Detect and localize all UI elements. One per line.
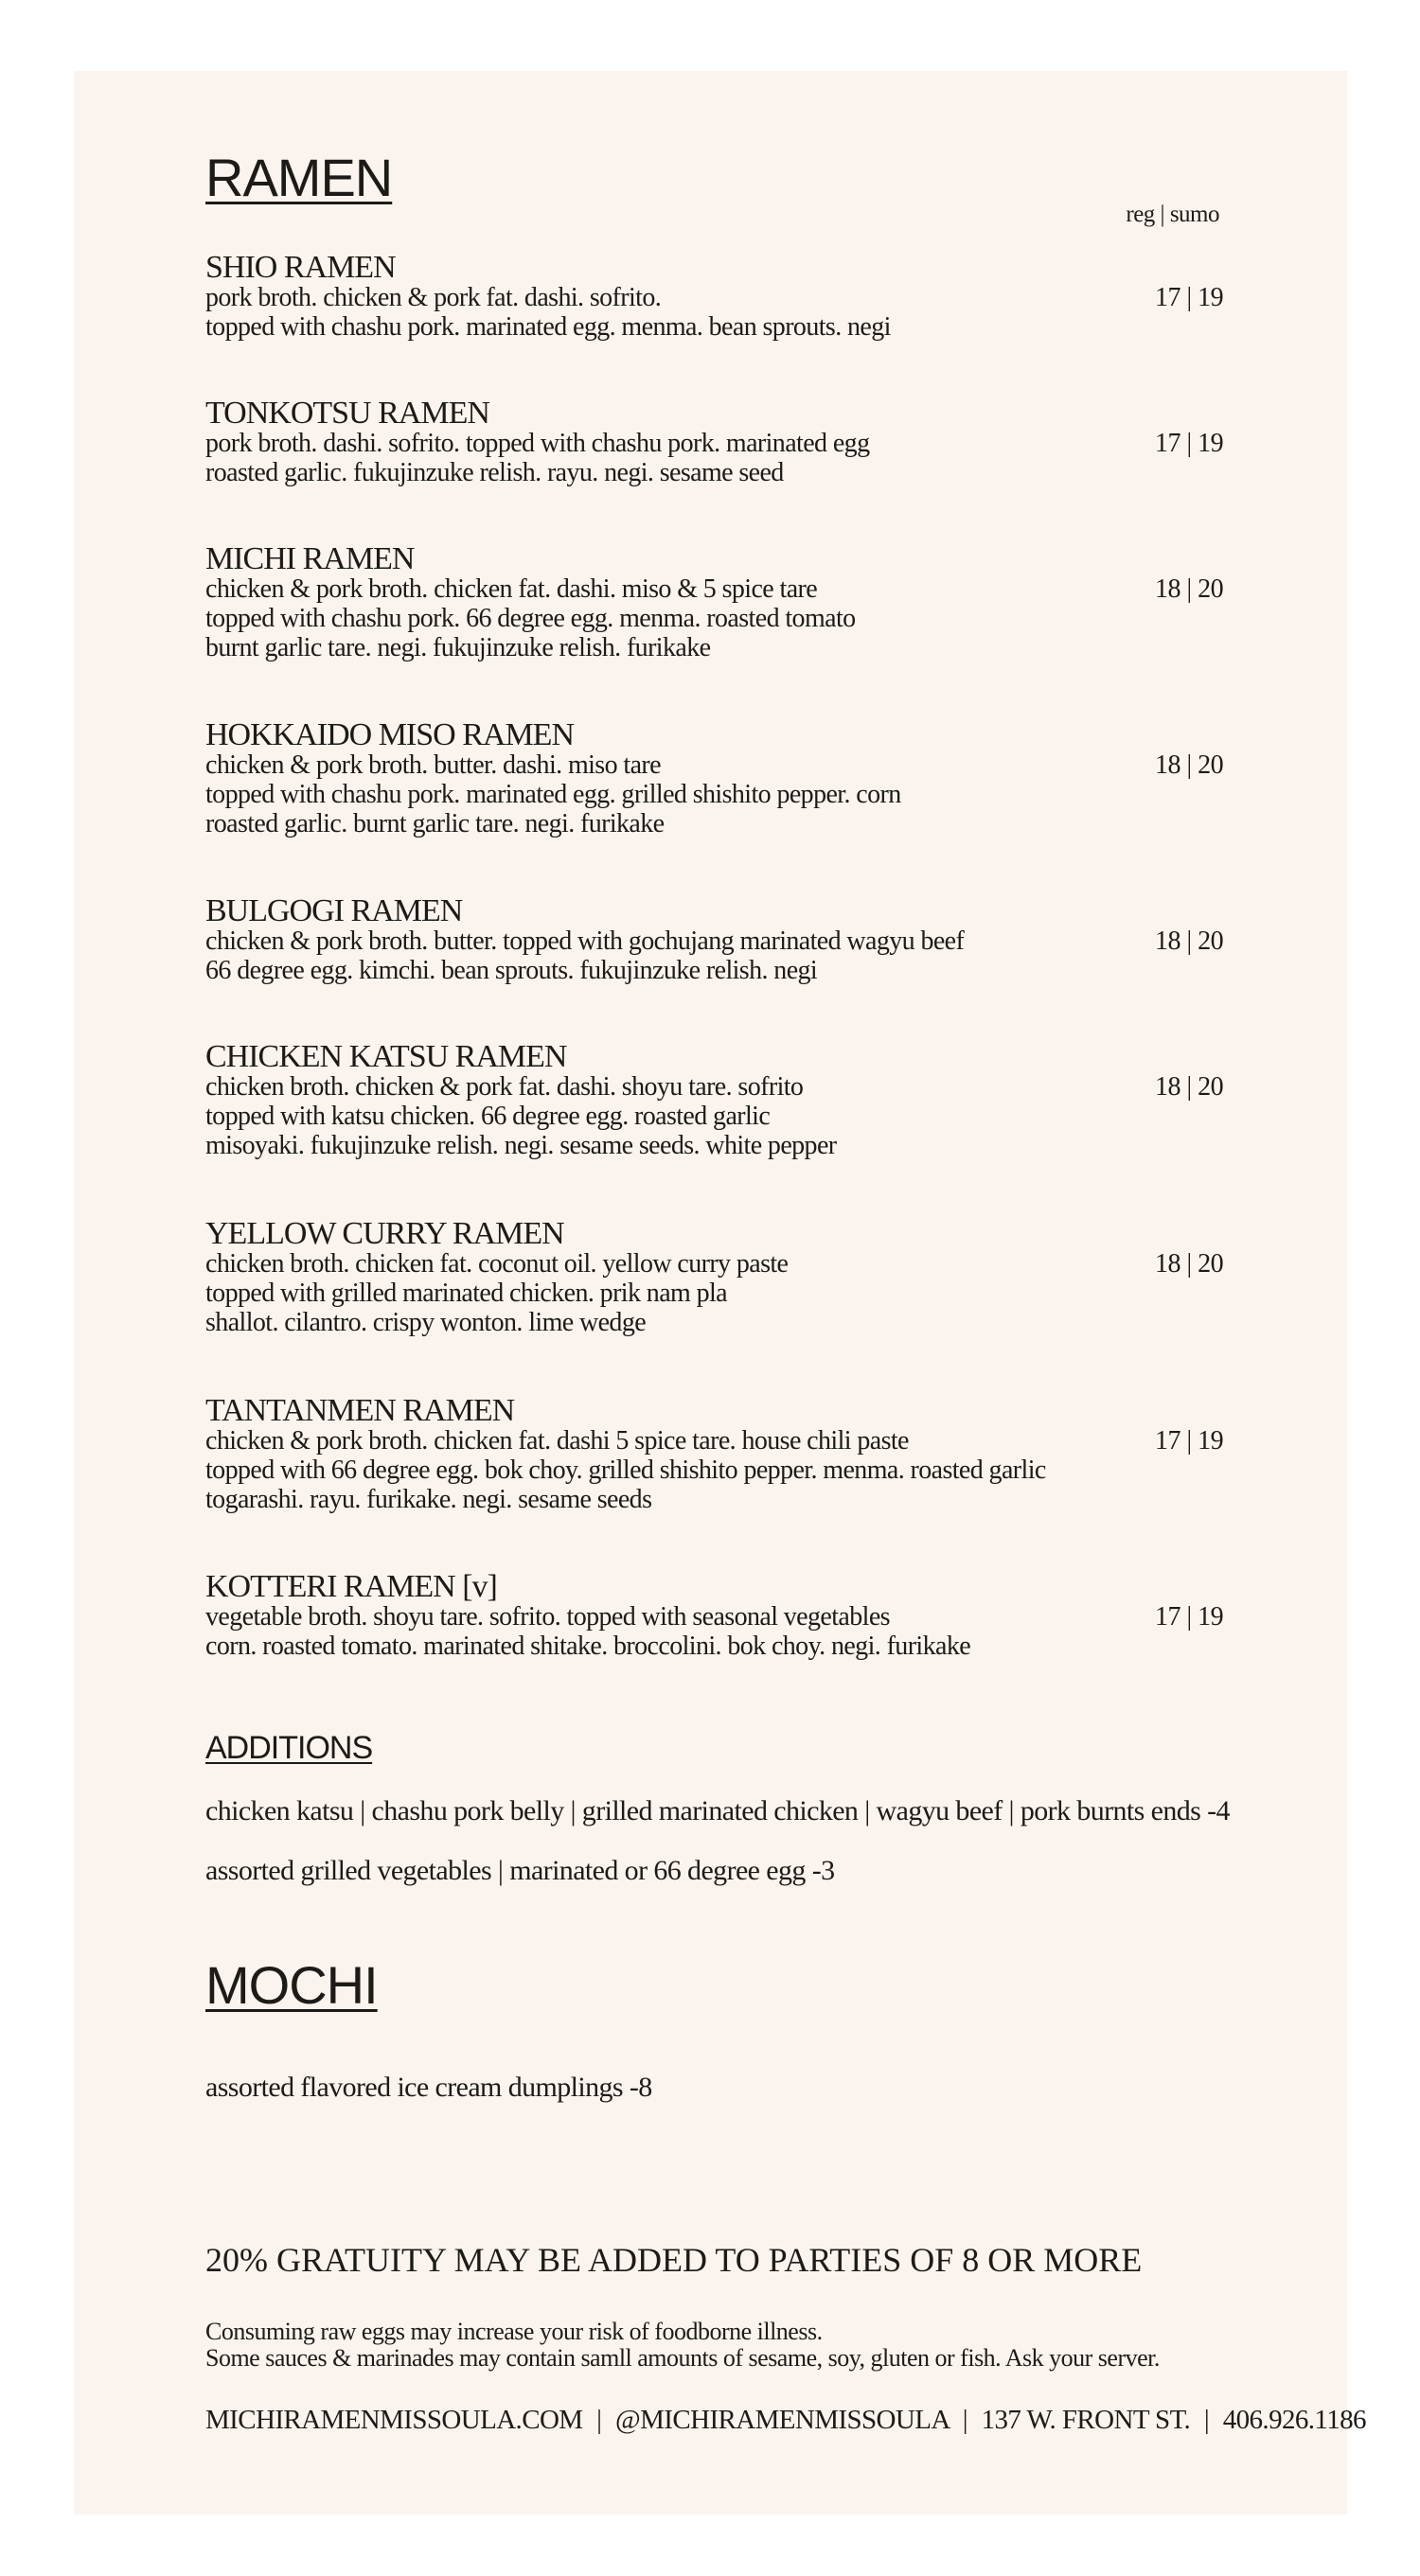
website-link[interactable]: MICHIRAMENMISSOULA.COM [205,2405,583,2435]
menu-item [205,893,1266,985]
item-price: 17 | 19 [1155,1602,1224,1632]
mochi-line: assorted flavored ice cream dumplings -8 [205,2072,652,2103]
menu-page [74,71,1366,2514]
item-price: 17 | 19 [1155,1426,1224,1456]
item-name: KOTTERI RAMEN [v] [205,1569,497,1604]
footer-separator: | [596,2405,602,2435]
item-name: MICHI RAMEN [205,541,415,576]
item-description: chicken & pork broth. chicken fat. dashi 5 spice tare. house chili paste topped with 66 degree egg. bok choy. grilled shishito pepper. menma. roasted garlic togarashi. rayu. furikake. negi. sesame seeds [205,1426,1046,1514]
item-description: chicken broth. chicken fat. coconut oil. yellow curry paste topped with grilled marinated chicken. prik nam pla shallot. cilantro. crispy wonton. lime wedge [205,1249,789,1337]
social-handle[interactable]: @MICHIRAMENMISSOULA [615,2405,950,2435]
health-disclaimer [205,2319,1160,2372]
menu-item [205,398,1266,487]
item-name: CHICKEN KATSU RAMEN [205,1039,567,1074]
item-description: pork broth. dashi. sofrito. topped with chashu pork. marinated egg roasted garlic. fukujinzuke relish. rayu. negi. sesame seed [205,429,870,487]
item-description: pork broth. chicken & pork fat. dashi. sofrito. topped with chashu pork. marinated egg. menma. bean sprouts. negi [205,283,891,342]
item-description: chicken broth. chicken & pork fat. dashi. shoyu tare. sofrito topped with katsu chicken. 66 degree egg. roasted garlic misoyaki. fukujinzuke relish. negi. sesame seeds. white pepper [205,1072,837,1160]
menu-item [205,1216,1266,1337]
price-column-header: reg | sumo [1126,202,1219,227]
item-description: chicken & pork broth. butter. dashi. miso tare topped with chashu pork. marinated egg. grilled shishito pepper. corn roasted garlic. burnt garlic tare. negi. furikake [205,750,901,838]
item-price: 17 | 19 [1155,429,1224,458]
item-name: HOKKAIDO MISO RAMEN [205,717,574,752]
additions-section-title: ADDITIONS [205,1730,373,1766]
item-description: chicken & pork broth. butter. topped with gochujang marinated wagyu beef 66 degree egg. kimchi. bean sprouts. fukujinzuke relish. negi [205,926,965,985]
disclaimer-line: Some sauces & marinades may contain samll amounts of sesame, soy, gluten or fish. Ask your server. [205,2344,1160,2372]
item-price: 18 | 20 [1155,1249,1224,1279]
item-price: 18 | 20 [1155,1072,1224,1102]
footer-separator: | [962,2405,967,2435]
additions-line: assorted grilled vegetables | marinated or 66 degree egg -3 [205,1855,835,1886]
menu-item [205,717,1266,838]
footer-contact [205,2405,1366,2436]
footer-separator: | [1203,2405,1210,2435]
additions-line: chicken katsu | chashu pork belly | grilled marinated chicken | wagyu beef | pork burnts ends -4 [205,1795,1230,1826]
ramen-section-title: RAMEN [205,148,393,207]
menu-item [205,250,1266,342]
item-name: YELLOW CURRY RAMEN [205,1216,564,1251]
menu-item [205,1039,1266,1160]
item-description: vegetable broth. shoyu tare. sofrito. topped with seasonal vegetables corn. roasted tomato. marinated shitake. broccolini. bok choy. negi. furikake [205,1602,971,1661]
item-price: 18 | 20 [1155,750,1224,780]
item-name: BULGOGI RAMEN [205,893,463,928]
menu-item [205,541,1266,662]
item-description: chicken & pork broth. chicken fat. dashi. miso & 5 spice tare topped with chashu pork. 66 degree egg. menma. roasted tomato burnt garlic tare. negi. fukujinzuke relish. furikake [205,574,856,662]
menu-item [205,1393,1266,1514]
mochi-section-title: MOCHI [205,1955,378,2015]
item-price: 17 | 19 [1155,283,1224,312]
address: 137 W. FRONT ST. [981,2405,1191,2435]
phone-number[interactable]: 406.926.1186 [1222,2405,1366,2435]
item-price: 18 | 20 [1155,926,1224,956]
menu-item [205,1569,1266,1661]
item-price: 18 | 20 [1155,574,1224,604]
item-name: SHIO RAMEN [205,250,396,285]
disclaimer-line: Consuming raw eggs may increase your risk of foodborne illness. [205,2318,823,2345]
gratuity-notice: 20% GRATUITY MAY BE ADDED TO PARTIES OF 8 OR MORE [205,2241,1143,2279]
item-name: TONKOTSU RAMEN [205,396,489,431]
item-name: TANTANMEN RAMEN [205,1393,515,1428]
